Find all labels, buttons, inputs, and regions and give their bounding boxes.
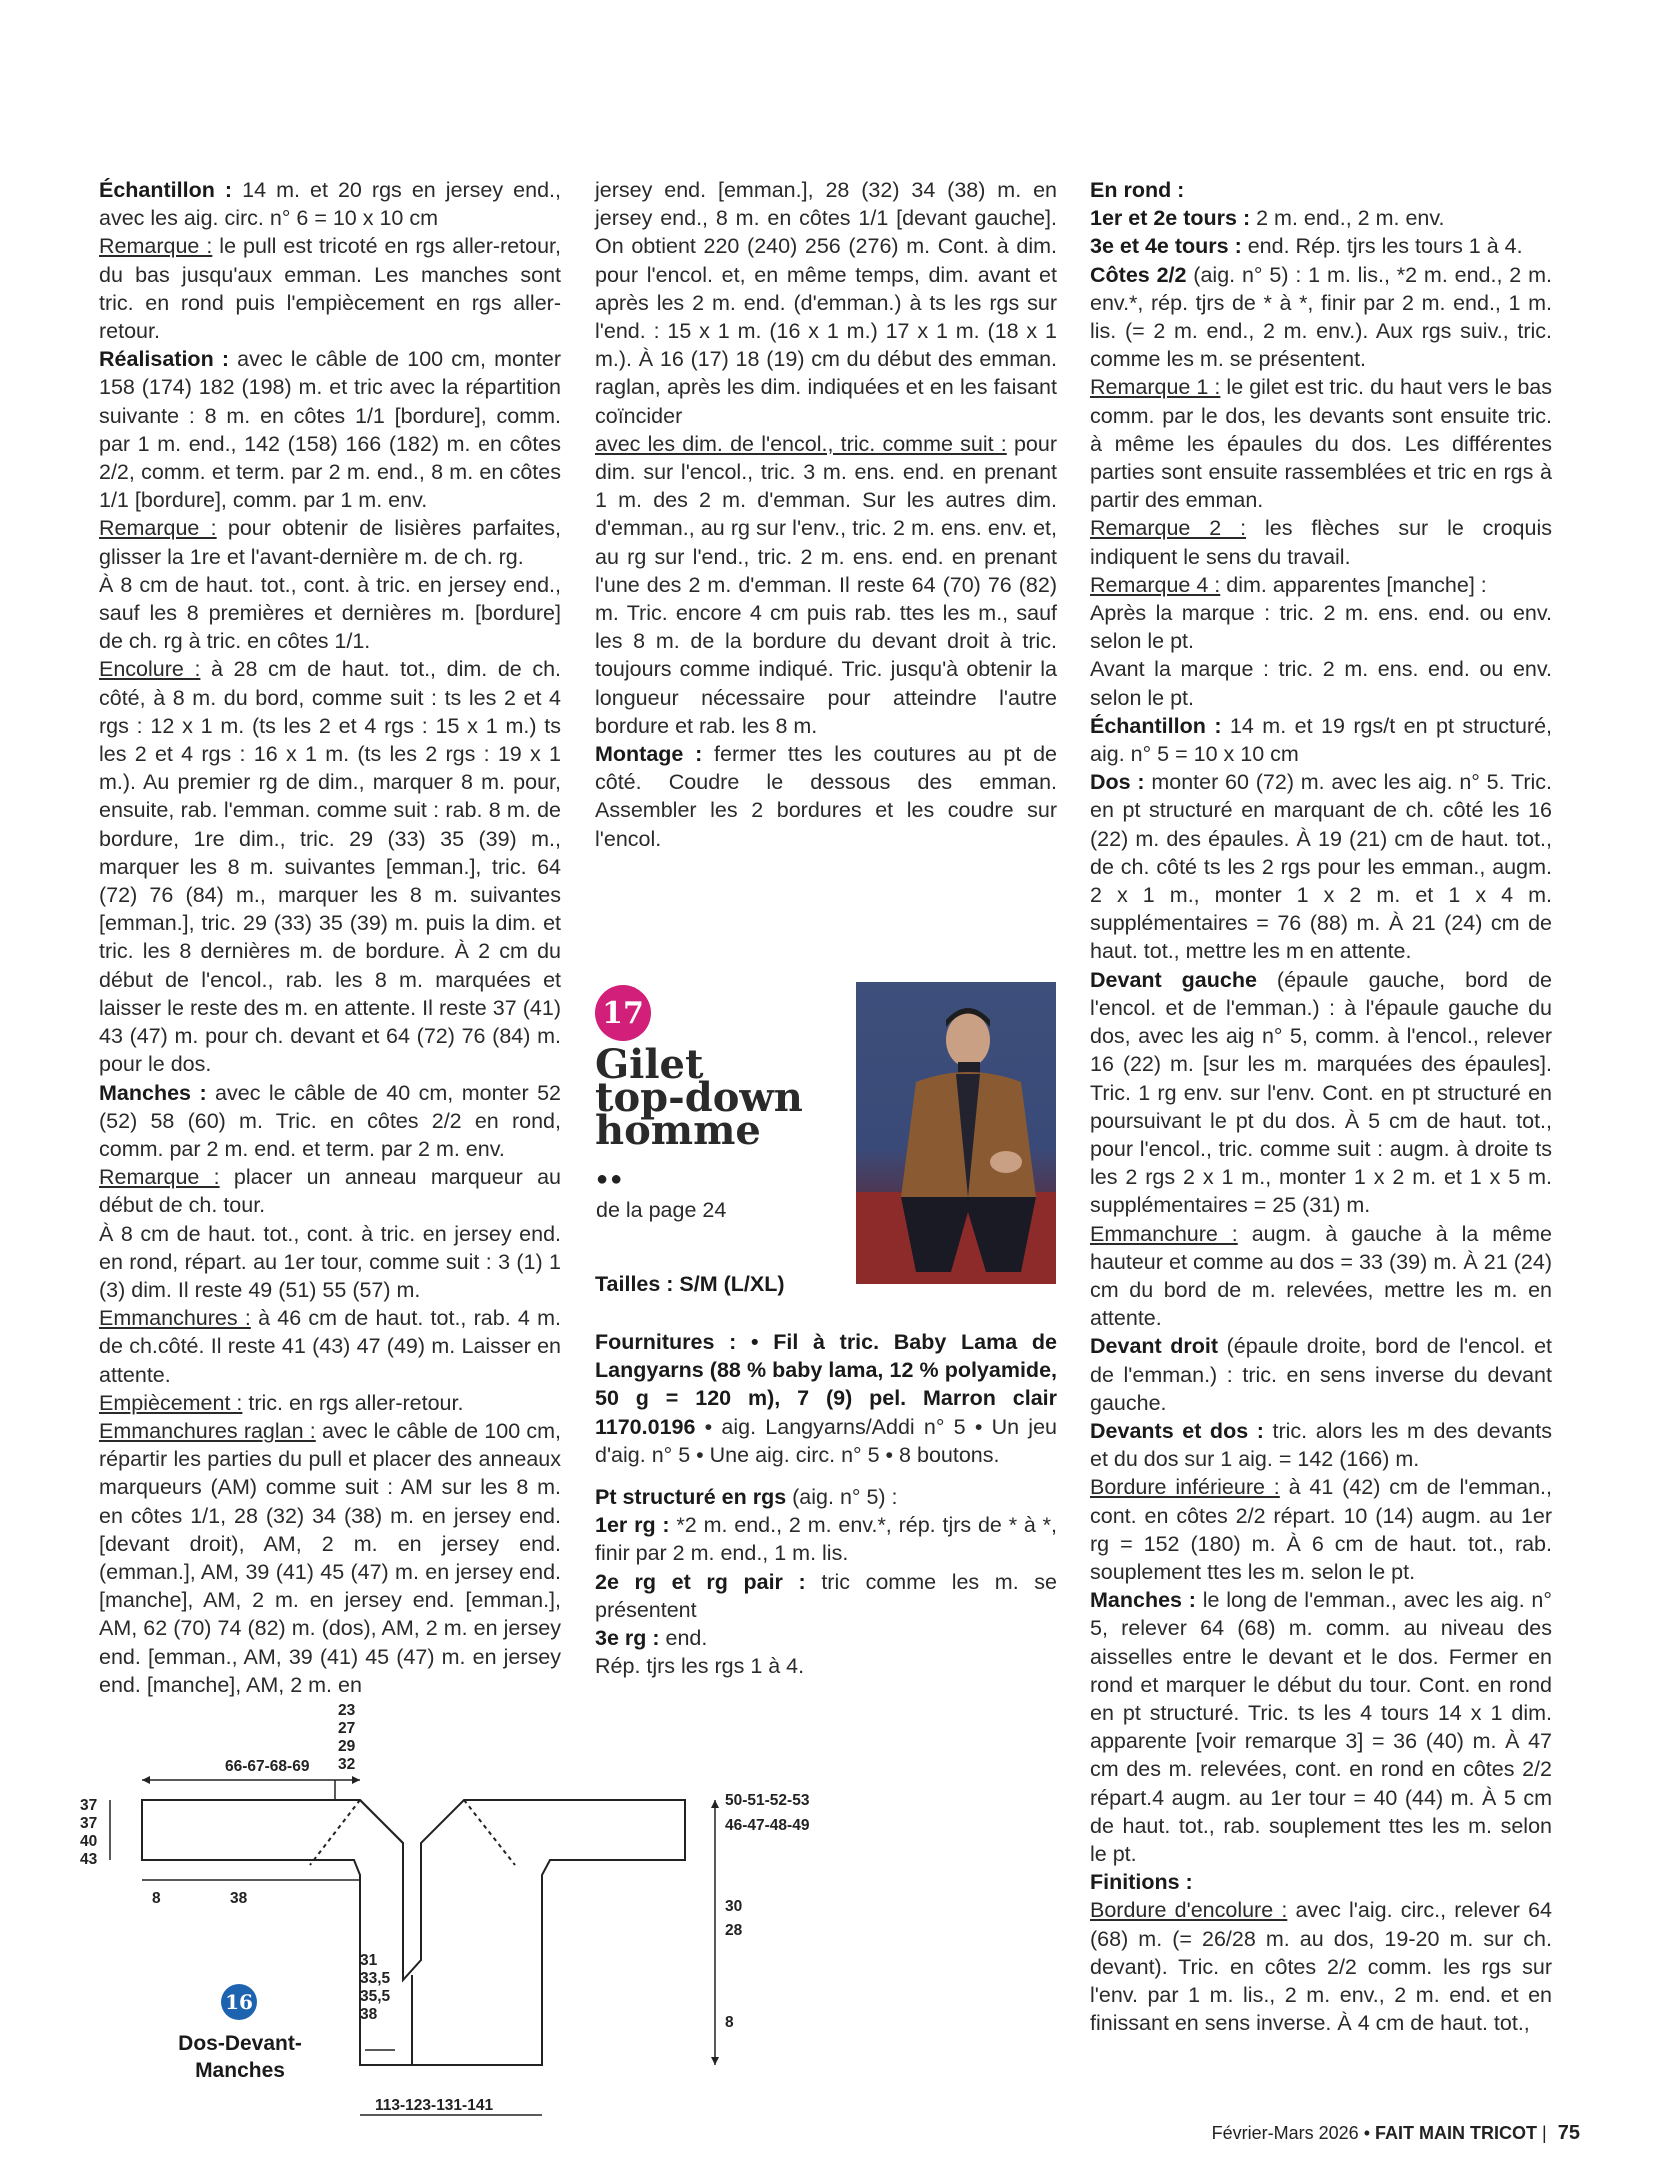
paragraph-text: tric. alors les m des devants et du dos sur 1 aig. = 142 (166) m. [1090, 1418, 1552, 1472]
dim-left-height: 37 [80, 1815, 98, 1832]
dim-bottom-width: 113-123-131-141 [375, 2097, 494, 2114]
paragraph [595, 740, 1057, 853]
paragraph-underlined-label: Emmanchures raglan : [99, 1418, 316, 1443]
paragraph [595, 176, 1057, 430]
paragraph [99, 1079, 561, 1164]
paragraph-text: • aig. Langyarns/Addi n° 5 • Un jeu d'aig. n° 5 • Une aig. circ. n° 5 • 8 boutons. [595, 1414, 1057, 1467]
paragraph [99, 345, 561, 514]
paragraph-text: avec le câble de 100 cm, monter 158 (174) 182 (198) m. et tric avec la répartition suivante : 8 m. en côtes 1/1 [bordure], comm. par 1 m. end., 142 (158) 166 (182) m. en côtes 2/2, comm. et term. par 2 m. end., 8 m. en côtes 1/1 [bordure], comm. par 1 m. env. [99, 347, 561, 513]
pattern-title [595, 1041, 855, 1154]
paragraph-label: Pt structuré en rgs [595, 1485, 787, 1510]
dim-neck: 29 [338, 1738, 356, 1755]
paragraph [99, 655, 561, 1078]
paragraph-underlined-label: Bordure d'encolure : [1090, 1898, 1288, 1923]
paragraph [1090, 768, 1552, 965]
paragraph-text: (aig. n° 5) : 1 m. lis., *2 m. end., 2 m. env.*, rép. tjrs de * à *, finir par 2 m. end., 1 m. lis. (= 2 m. end., 2 m. env.). Aux rgs suiv., tric. comme les m. se présentent. [1090, 262, 1552, 372]
dim-hem: 28 [725, 1922, 743, 1939]
paragraph-text: 14 m. et 20 rgs en jersey end., avec les aig. circ. n° 6 = 10 x 10 cm [99, 178, 562, 231]
dim-body-height: 46-47-48-49 [725, 1817, 810, 1834]
paragraph [595, 430, 1057, 740]
paragraph-text: le long de l'emman., avec les aig. n° 5, relever 64 (68) m. comm. au niveau des aisselles entre le devant et le dos. Fermer en rond et marquer le début du tour. Cont. en rond en pt structuré. Tric. ts les 4 tours 14 x 1 dim. apparente [voir remarque 3] = 36 (40) m. À 47 cm des m. relevées, cont. en rond en côtes 2/2 répart.4 augm. au 1er tour = 40 (44) m. À 5 cm de haut. tot., rab. souplement ttes les m. selon le pt. [1090, 1588, 1552, 1866]
paragraph [1090, 232, 1552, 260]
dim-front-width: 38 [360, 2006, 378, 2023]
column-3 [1090, 176, 1552, 2037]
paragraph [99, 1389, 561, 1417]
paragraph-label: Montage : [595, 742, 703, 767]
paragraph [1090, 599, 1552, 655]
dim-neck: 23 [338, 1702, 356, 1719]
paragraph-text: à 46 cm de haut. tot., rab. 4 m. de ch.côté. Il reste 41 (43) 47 (49) m. Laisser en attente. [99, 1306, 561, 1387]
paragraph-text: • Fil à tric. Baby Lama de Langyarns (88 % baby lama, 12 % polyamide, 50 g = 120 m), 7 (9) pel. Marron clair 1170.0196 [595, 1330, 1057, 1439]
paragraph-underlined-label: Bordure inférieure : [1090, 1475, 1280, 1500]
title-line: top-down [595, 1074, 803, 1121]
paragraph-underlined-label: Remarque : [99, 1165, 220, 1190]
paragraph [99, 176, 561, 232]
dim-sleeve-length: 38 [230, 1890, 248, 1907]
issue-date: Février-Mars 2026 [1211, 2123, 1359, 2143]
paragraph-text: 2 m. end., 2 m. env. [1250, 206, 1445, 231]
paragraph-label: Finitions : [1090, 1870, 1193, 1895]
paragraph [1090, 712, 1552, 768]
paragraph [1090, 571, 1552, 599]
paragraph-text: augm. à gauche à la même hauteur et comme au dos = 33 (39) m. À 21 (24) cm du bord de m. relevées, mettre les m. en attente. [1090, 1221, 1552, 1331]
dim-neck: 32 [338, 1756, 356, 1773]
paragraph [595, 1328, 1057, 1469]
paragraph-underlined-label: Remarque 2 : [1090, 516, 1247, 541]
paragraph-label: Devant droit [1090, 1334, 1219, 1359]
paragraph-label: 1er et 2e tours : [1090, 206, 1251, 231]
dim-left-height: 37 [80, 1797, 98, 1814]
paragraph [99, 1417, 561, 1699]
paragraph-label: 2e rg et rg pair : [595, 1569, 806, 1594]
dim-cuff: 8 [152, 1890, 161, 1907]
paragraph-text: 14 m. et 19 rgs/t en pt structuré, aig. n° 5 = 10 x 10 cm [1090, 713, 1553, 767]
dim-front-width: 31 [360, 1952, 378, 1969]
paragraph [1090, 966, 1552, 1220]
paragraph-underlined-label: Emmanchures : [99, 1306, 251, 1331]
column-2 [595, 176, 1057, 853]
paragraph [1090, 1868, 1552, 1896]
paragraph-label: Devant gauche [1090, 967, 1257, 992]
title-line: homme [595, 1107, 761, 1154]
dim-left-height: 40 [80, 1833, 98, 1850]
dim-front-width: 35,5 [360, 1988, 391, 2005]
paragraph-text: (aig. n° 5) : [786, 1485, 898, 1510]
paragraph [595, 1483, 1057, 1511]
magazine-name: FAIT MAIN TRICOT [1375, 2123, 1538, 2143]
paragraph [99, 514, 561, 570]
paragraph-label: Échantillon : [1090, 713, 1222, 738]
paragraph [1090, 1473, 1552, 1586]
paragraph [99, 232, 561, 345]
paragraph-text: à 28 cm de haut. tot., dim. de ch. côté, à 8 m. du bord, comme suit : ts les 2 et 4 rgs : 12 x 1 m. (ts les 2 et 4 rgs : 15 x 1 m.) ts les 2 et 4 rgs : 16 x 1 m. (ts les 2 rgs : 19 x 1 m.). Au premier rg de dim., marquer 8 m. pour, ensuite, rab. l'emman. comme suit : rab. 8 m. de bordure, 1re dim., tric. 29 (33) 35 (39) m., marquer les 8 m. suivantes [emman.], tric. 64 (72) 76 (84) m., marquer les 8 m. suivantes [emman.], tric. 29 (33) 35 (39) m. puis la dim. et tric. les 8 dernières m. de bordure. À 2 cm du début de l'encol., rab. les 8 m. marquées et laisser le reste des m. en attente. Il reste 37 (41) 43 (47) m. pour ch. devant et 64 (72) 76 (84) m. pour le dos. [99, 657, 561, 1077]
paragraph [1090, 373, 1552, 514]
footer-separator: | [1542, 2123, 1547, 2143]
paragraph [595, 1568, 1057, 1624]
paragraph-underlined-label: Remarque 1 : [1090, 375, 1221, 400]
title-line: Gilet [595, 1041, 704, 1088]
paragraph-text: monter 60 (72) m. avec les aig. n° 5. Tric. en pt structuré en marquant de ch. côté les 16 (22) m. des épaules. À 19 (21) cm de haut. tot., de ch. côté ts les 2 rgs pour les emman., augm. 2 x 1 m., monter 1 x 2 m. et 1 x 4 m. supplémentaires = 76 (88) m. À 21 (24) cm de haut. tot., mettre les m en attente. [1090, 770, 1552, 964]
dim-ribbing: 8 [725, 2014, 734, 2031]
paragraph-text: Avant la marque : tric. 2 m. ens. end. ou env. selon le pt. [1090, 657, 1552, 710]
paragraph [1090, 1417, 1552, 1473]
sizes: Tailles : S/M (L/XL) [595, 1272, 785, 1296]
paragraph-text: avec le câble de 100 cm, répartir les parties du pull et placer des anneaux marqueurs (AM) comme suit : AM sur les 8 m. en côtes 1/1, 28 (32) 34 (38) m. en jersey end. [devant droit), AM, 2 m. en jersey end. (emman.], AM, 39 (41) 45 (47) m. en jersey end. [manche], AM, 2 m. en jersey end. [emman.], AM, 62 (70) 74 (82) m. (dos), AM, 2 m. en jersey end. [emman., AM, 39 (41) 45 (47) m. en jersey end. [manche], AM, 2 m. en [99, 1418, 561, 1697]
column-1 [99, 176, 561, 1699]
paragraph-text: pour dim. sur l'encol., tric. 3 m. ens. end. en prenant 1 m. des 2 m. d'emman. Sur les autres dim. d'emman., au rg sur l'env., tric. 2 m. ens. env. et, au rg sur l'end., tric. 2 m. ens. end. en prenant l'une des 2 m. d'emman. Il reste 64 (70) 76 (82) m. Tric. encore 4 cm puis rab. ttes les m., sauf les 8 m. de la bordure du devant droit à tric. toujours comme indiqué. Tric. jusqu'à obtenir la longueur nécessaire pour atteindre l'autre bordure et rab. les 8 m. [595, 431, 1057, 738]
paragraph [595, 1511, 1057, 1567]
paragraph-text: À 8 cm de haut. tot., cont. à tric. en jersey end. en rond, répart. au 1er tour, comme suit : 3 (1) 1 (3) dim. Il reste 49 (51) 55 (57) m. [99, 1221, 561, 1302]
paragraph-underlined-label: Empiècement : [99, 1390, 243, 1415]
schematic-label: Dos-Devant- Manches [178, 2032, 302, 2082]
paragraph-text: tric. en rgs aller-retour. [242, 1390, 464, 1415]
paragraph-text: le gilet est tric. du haut vers le bas comm. par le dos, les devants sont ensuite tric. à même les épaules du dos. Les différentes parties sont ensuite rassemblées et tric en rgs à partir des emman. [1090, 375, 1552, 513]
paragraph [1090, 1220, 1552, 1333]
paragraph [1090, 261, 1552, 374]
dim-front-width: 33,5 [360, 1970, 391, 1987]
paragraph-label: Dos : [1090, 770, 1145, 795]
paragraph-text: Rép. tjrs les rgs 1 à 4. [595, 1654, 805, 1679]
paragraph-label: Côtes 2/2 [1090, 262, 1187, 287]
paragraph-text: les flèches sur le croquis indiquent le sens du travail. [1090, 516, 1552, 569]
paragraph-underlined-label: Encolure : [99, 657, 201, 682]
paragraph-label: 3e rg : [595, 1626, 660, 1651]
paragraph-text: Après la marque : tric. 2 m. ens. end. ou env. selon le pt. [1090, 601, 1552, 654]
paragraph-underlined-label: Remarque 4 : [1090, 572, 1221, 597]
paragraph-text: jersey end. [emman.], 28 (32) 34 (38) m. en jersey end., 8 m. en côtes 1/1 [devant gauche]. On obtient 220 (240) 256 (276) m. Cont. à dim. pour l'encol. et, en même temps, dim. avant et après les 2 m. end. (d'emman.) à ts les rgs sur l'end. : 15 x 1 m. (16 x 1 m.) 17 x 1 m. (18 x 1 m.). À 16 (17) 18 (19) cm du début des emman. raglan, après les dim. indiquées et en les faisant coïncider [595, 178, 1057, 428]
paragraph [99, 571, 561, 656]
paragraph-text: end. [659, 1626, 708, 1651]
paragraph-underlined-label: Remarque : [99, 234, 213, 259]
difficulty-dots: ●● [596, 1168, 625, 1190]
dim-hem: 30 [725, 1898, 743, 1915]
paragraph-underlined-label: Emmanchure : [1090, 1221, 1238, 1246]
paragraph-underlined-label: Remarque : [99, 516, 217, 541]
schematic-number-badge: 16 [221, 1984, 257, 2020]
paragraph-text: *2 m. end., 2 m. env.*, rép. tjrs de * à *, finir par 2 m. end., 1 m. lis. [595, 1513, 1058, 1566]
paragraph [99, 1163, 561, 1219]
paragraph-label: Échantillon : [99, 178, 233, 202]
paragraph-text: À 8 cm de haut. tot., cont. à tric. en jersey end., sauf les 8 premières et dernières m. [bordure] de ch. rg à tric. en côtes 1/1. [99, 572, 561, 654]
dim-neck: 27 [338, 1720, 356, 1737]
column-2-materials [595, 1328, 1057, 1680]
paragraph-label: Devants et dos : [1090, 1418, 1264, 1443]
footer-bullet: • [1363, 2123, 1371, 2143]
model-photo [856, 982, 1056, 1284]
paragraph-text: placer un anneau marqueur au début de ch. tour. [99, 1165, 561, 1218]
dim-sleeve-width: 66-67-68-69 [225, 1758, 310, 1775]
paragraph-text: avec le câble de 40 cm, monter 52 (52) 58 (60) m. Tric. en côtes 2/2 en rond, comm. par 2 m. end. et term. par 2 m. env. [99, 1080, 561, 1161]
paragraph-text: tric comme les m. se présentent [595, 1569, 1057, 1622]
paragraph-label: 1er rg : [595, 1513, 670, 1538]
page-footer [1100, 2122, 1580, 2145]
paragraph [1090, 1332, 1552, 1417]
paragraph-label: 3e et 4e tours : [1090, 234, 1242, 259]
paragraph-text: end. Rép. tjrs les tours 1 à 4. [1241, 234, 1523, 259]
paragraph-text: avec l'aig. circ., relever 64 (68) m. (= 26/28 m. au dos, 19-20 m. sur ch. devant). Tric. en côtes 2/2 comm. les rgs sur l'env. par 1 m. lis., 2 m. env., 2 m. end. et en finissant en sens inverse. À 4 cm de haut. tot., [1090, 1898, 1552, 2036]
paragraph-text: à 41 (42) cm de l'emman., cont. en côtes 2/2 répart. 10 (14) augm. au 1er rg = 152 (180) m. À 6 cm de haut. tot., rab. souplement ttes les m. selon le pt. [1090, 1475, 1553, 1584]
paragraph [1090, 1896, 1552, 2037]
paragraph-text: (épaule droite, bord de l'encol. et de l'emman.) : tric. en sens inverse du devant gauche. [1090, 1334, 1553, 1415]
paragraph [1090, 655, 1552, 711]
pattern-number-badge: 17 [595, 985, 651, 1041]
paragraph [1090, 204, 1552, 232]
paragraph-label: En rond : [1090, 178, 1185, 202]
paragraph [99, 1304, 561, 1389]
page-reference: de la page 24 [596, 1198, 727, 1222]
paragraph-label: Manches : [1090, 1588, 1196, 1613]
paragraph-text: dim. apparentes [manche] : [1220, 572, 1487, 597]
paragraph-text: fermer ttes les coutures au pt de côté. Coudre le dessous des emman. Assembler les 2 bordures et les coudre sur l'encol. [595, 742, 1057, 851]
paragraph-underlined-label: avec les dim. de l'encol., tric. comme suit : [595, 431, 1007, 456]
paragraph-label: Manches : [99, 1080, 207, 1105]
paragraph [595, 1652, 1057, 1680]
dim-body-height: 50-51-52-53 [725, 1792, 810, 1809]
dim-left-height: 43 [80, 1851, 98, 1868]
paragraph-label: Fournitures : [595, 1330, 737, 1354]
paragraph-text: pour obtenir de lisières parfaites, glisser la 1re et l'avant-dernière m. de ch. rg. [99, 516, 561, 569]
paragraph-text: le pull est tricoté en rgs aller-retour, du bas jusqu'aux emman. Les manches sont tric. en rond puis l'empiècement en rgs aller-retour. [99, 234, 561, 344]
paragraph [1090, 1586, 1552, 1868]
paragraph [595, 1624, 1057, 1652]
paragraph-label: Réalisation : [99, 347, 230, 372]
paragraph-text: (épaule gauche, bord de l'encol. et de l'emman.) : à l'épaule gauche du dos, avec les aig n° 5, comm. à l'encol., relever 16 (22) m. [sur les m. marquées des épaules]. Tric. 1 rg env. sur l'env. Cont. en pt structuré en poursuivant le pt du dos. À 5 cm de haut. tot., pour l'encol., tric. comme suit : augm. à droite ts les 2 rgs 2 x 1 m., monter 1 x 2 m. et 1 x 5 m. supplémentaires = 25 (31) m. [1090, 967, 1552, 1218]
paragraph [99, 1220, 561, 1305]
page-number: 75 [1557, 2122, 1580, 2144]
paragraph [1090, 176, 1552, 204]
paragraph [1090, 514, 1552, 570]
model-illustration [856, 982, 1056, 1284]
